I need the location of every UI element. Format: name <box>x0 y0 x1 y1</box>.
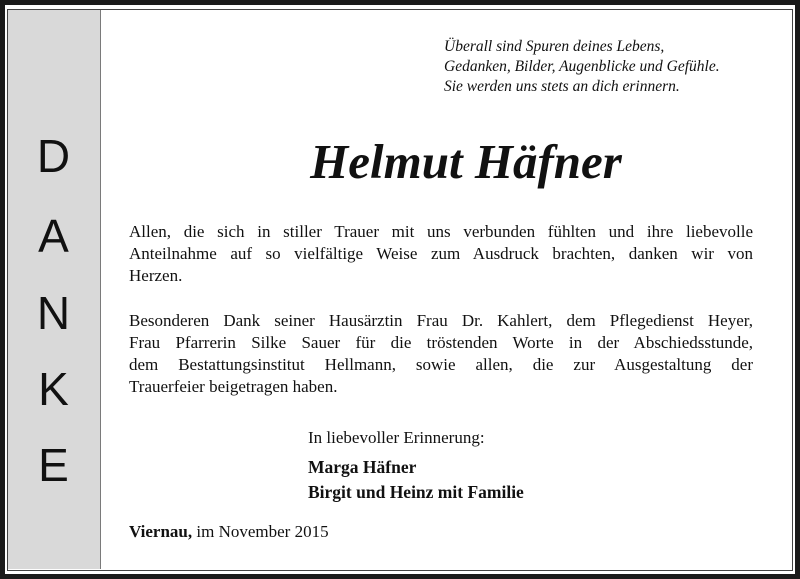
thanks-paragraph <box>129 221 753 287</box>
paragraph-line: dem Bestattungsinstitut Hellmann, sowie allen, die zur Ausgestaltung der <box>129 355 753 374</box>
paragraph-line: Allen, die sich in stiller Trauer mit uns verbunden fühlten und ihre liebevolle <box>129 222 753 241</box>
place-name: Viernau, <box>129 522 193 541</box>
paragraph-line: Besonderen Dank seiner Hausärztin Frau Dr. Kahlert, dem Pflegedienst Heyer, <box>129 311 753 330</box>
special-thanks-paragraph <box>129 310 753 398</box>
sidebar-divider <box>100 9 101 569</box>
sidebar-letter-d: D <box>36 130 71 182</box>
place-date <box>129 522 329 542</box>
sidebar-letter-a: A <box>38 210 69 262</box>
paragraph-line: Trauerfeier beigetragen haben. <box>129 377 338 396</box>
signer-name: Marga Häfner <box>308 457 417 477</box>
deceased-name: Helmut Häfner <box>310 134 622 189</box>
signer-name: Birgit und Heinz mit Familie <box>308 482 524 502</box>
memorial-quote <box>444 37 720 97</box>
paragraph-line: Herzen. <box>129 266 183 285</box>
quote-line: Sie werden uns stets an dich erinnern. <box>444 78 680 95</box>
quote-line: Gedanken, Bilder, Augenblicke und Gefühle. <box>444 58 720 75</box>
sidebar-letter-k: K <box>38 363 69 415</box>
paragraph-line: Frau Pfarrerin Silke Sauer für die tröstenden Worte in der Abschiedsstunde, <box>129 333 753 352</box>
date-text: im November 2015 <box>196 522 329 541</box>
paragraph-line: Anteilnahme auf so vielfältige Weise zum Ausdruck brachten, danken wir von <box>129 244 753 263</box>
closing-regards: In liebevoller Erinnerung: <box>308 428 485 447</box>
quote-line: Überall sind Spuren deines Lebens, <box>444 38 665 55</box>
sidebar-letter-n: N <box>36 287 71 339</box>
sidebar-letter-e: E <box>38 439 69 491</box>
